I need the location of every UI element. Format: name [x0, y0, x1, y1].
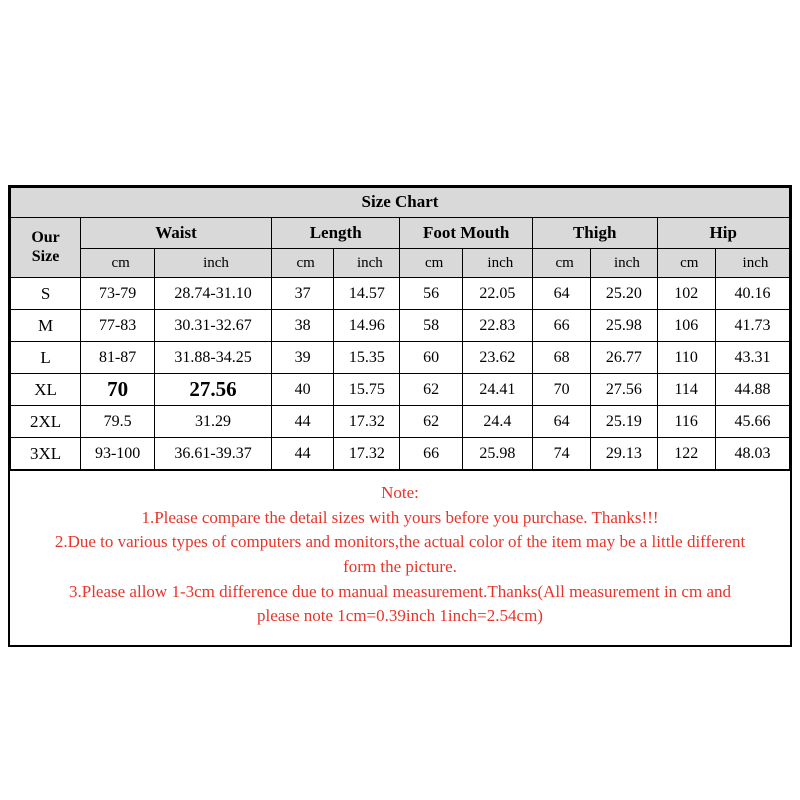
header-unit-length-inch: inch	[334, 249, 400, 278]
cell-foot-mouth-inch: 22.05	[462, 278, 532, 310]
cell-thigh-cm: 64	[532, 406, 590, 438]
size-chart-container	[8, 185, 792, 647]
row-size-label: S	[11, 278, 81, 310]
table-row	[11, 342, 790, 374]
table-row	[11, 438, 790, 470]
header-our-size	[11, 218, 81, 278]
cell-thigh-cm: 66	[532, 310, 590, 342]
note-section	[10, 470, 790, 645]
cell-thigh-inch: 25.98	[591, 310, 657, 342]
cell-foot-mouth-cm: 56	[400, 278, 462, 310]
cell-thigh-inch: 26.77	[591, 342, 657, 374]
cell-foot-mouth-inch: 24.41	[462, 374, 532, 406]
cell-hip-inch: 41.73	[715, 310, 789, 342]
header-unit-waist-cm: cm	[81, 249, 155, 278]
cell-foot-mouth-inch: 25.98	[462, 438, 532, 470]
header-unit-foot-mouth-cm: cm	[400, 249, 462, 278]
header-unit-length-cm: cm	[271, 249, 333, 278]
cell-foot-mouth-cm: 60	[400, 342, 462, 374]
header-unit-hip-cm: cm	[657, 249, 715, 278]
header-unit-foot-mouth-inch: inch	[462, 249, 532, 278]
cell-waist-inch: 36.61-39.37	[155, 438, 272, 470]
cell-waist-inch: 31.29	[155, 406, 272, 438]
cell-waist-inch: 28.74-31.10	[155, 278, 272, 310]
header-unit-waist-inch: inch	[155, 249, 272, 278]
header-group-foot-mouth: Foot Mouth	[400, 218, 532, 249]
cell-hip-inch: 43.31	[715, 342, 789, 374]
cell-waist-cm: 93-100	[81, 438, 155, 470]
cell-foot-mouth-inch: 23.62	[462, 342, 532, 374]
cell-foot-mouth-cm: 62	[400, 374, 462, 406]
cell-thigh-cm: 64	[532, 278, 590, 310]
header-unit-thigh-inch: inch	[591, 249, 657, 278]
table-title-row	[11, 188, 790, 218]
note-line-2: 2.Due to various types of computers and monitors,the actual color of the item may be a little different	[54, 532, 746, 552]
cell-length-inch: 14.57	[334, 278, 400, 310]
note-line-1: 1.Please compare the detail sizes with yours before you purchase. Thanks!!!	[141, 507, 659, 527]
cell-length-cm: 39	[271, 342, 333, 374]
cell-waist-cm: 79.5	[81, 406, 155, 438]
size-chart-table	[10, 187, 790, 470]
row-size-label: 3XL	[11, 438, 81, 470]
cell-length-cm: 38	[271, 310, 333, 342]
cell-foot-mouth-inch: 24.4	[462, 406, 532, 438]
cell-length-inch: 17.32	[334, 438, 400, 470]
cell-length-cm: 44	[271, 438, 333, 470]
note-line-4: 3.Please allow 1-3cm difference due to manual measurement.Thanks(All measurement in cm and	[69, 581, 731, 601]
cell-thigh-inch: 29.13	[591, 438, 657, 470]
cell-length-inch: 15.35	[334, 342, 400, 374]
cell-hip-cm: 110	[657, 342, 715, 374]
cell-thigh-cm: 68	[532, 342, 590, 374]
page-title: Size Chart	[11, 188, 790, 218]
cell-hip-cm: 102	[657, 278, 715, 310]
cell-length-cm: 44	[271, 406, 333, 438]
cell-hip-inch: 40.16	[715, 278, 789, 310]
cell-thigh-inch: 25.20	[591, 278, 657, 310]
header-our-size-line1: Our	[31, 229, 60, 247]
cell-foot-mouth-cm: 62	[400, 406, 462, 438]
cell-length-inch: 17.32	[334, 406, 400, 438]
cell-hip-cm: 122	[657, 438, 715, 470]
cell-foot-mouth-inch: 22.83	[462, 310, 532, 342]
table-row	[11, 374, 790, 406]
cell-foot-mouth-cm: 58	[400, 310, 462, 342]
row-size-label: L	[11, 342, 81, 374]
row-size-label: 2XL	[11, 406, 81, 438]
cell-hip-inch: 48.03	[715, 438, 789, 470]
header-our-size-line2: Size	[31, 247, 60, 265]
header-unit-hip-inch: inch	[715, 249, 789, 278]
header-group-length: Length	[271, 218, 400, 249]
cell-length-cm: 40	[271, 374, 333, 406]
note-heading: Note:	[381, 483, 419, 502]
cell-thigh-cm: 74	[532, 438, 590, 470]
table-row	[11, 406, 790, 438]
row-size-label: M	[11, 310, 81, 342]
cell-thigh-cm: 70	[532, 374, 590, 406]
header-group-waist: Waist	[81, 218, 272, 249]
header-group-thigh: Thigh	[532, 218, 657, 249]
cell-hip-inch: 44.88	[715, 374, 789, 406]
row-size-label: XL	[11, 374, 81, 406]
table-row	[11, 310, 790, 342]
cell-waist-inch: 31.88-34.25	[155, 342, 272, 374]
cell-thigh-inch: 27.56	[591, 374, 657, 406]
cell-length-cm: 37	[271, 278, 333, 310]
cell-waist-cm: 81-87	[81, 342, 155, 374]
cell-hip-inch: 45.66	[715, 406, 789, 438]
cell-hip-cm: 116	[657, 406, 715, 438]
cell-hip-cm: 114	[657, 374, 715, 406]
cell-waist-cm: 73-79	[81, 278, 155, 310]
cell-waist-cm: 77-83	[81, 310, 155, 342]
cell-waist-inch: 27.56	[155, 374, 272, 406]
header-group-hip: Hip	[657, 218, 789, 249]
cell-hip-cm: 106	[657, 310, 715, 342]
note-line-5: please note 1cm=0.39inch 1inch=2.54cm)	[257, 606, 543, 626]
cell-foot-mouth-cm: 66	[400, 438, 462, 470]
cell-length-inch: 14.96	[334, 310, 400, 342]
table-row	[11, 278, 790, 310]
table-header-units-row	[11, 249, 790, 278]
header-unit-thigh-cm: cm	[532, 249, 590, 278]
note-line-3: form the picture.	[343, 556, 457, 576]
table-header-groups-row	[11, 218, 790, 249]
cell-length-inch: 15.75	[334, 374, 400, 406]
cell-thigh-inch: 25.19	[591, 406, 657, 438]
cell-waist-inch: 30.31-32.67	[155, 310, 272, 342]
cell-waist-cm: 70	[81, 374, 155, 406]
